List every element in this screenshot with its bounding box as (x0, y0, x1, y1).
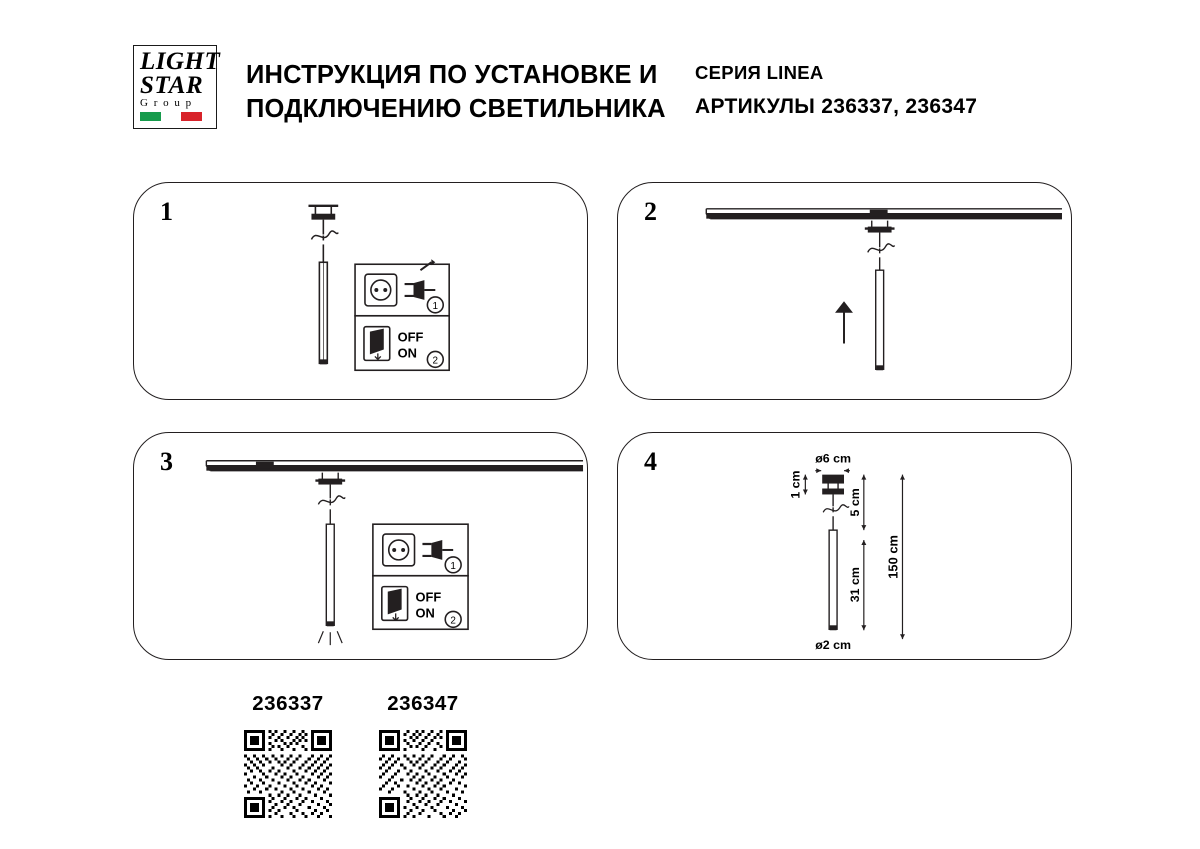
step-1-badge-1: 1 (432, 300, 439, 312)
step-1-badge-2: 2 (432, 355, 439, 367)
dim-total: 150 cm (885, 535, 901, 579)
step-panel-1 (133, 182, 588, 400)
qr-label-2: 236347 (387, 692, 459, 715)
logo-wordmark (140, 50, 220, 108)
step-3-off-label: OFF (415, 589, 442, 605)
step-number-3: 3 (160, 447, 173, 476)
step-3-on-label: ON (415, 605, 435, 621)
step-3-badge-2: 2 (450, 615, 456, 627)
qr-block-236347 (379, 692, 467, 818)
step-panel-3 (133, 432, 588, 660)
step-3-badge-1: 1 (450, 560, 456, 572)
dim-cap-height: 1 cm (788, 470, 803, 499)
logo-line-2: STAR (140, 71, 204, 99)
step-1-on-label: ON (397, 345, 417, 361)
dim-diameter-bottom: ø2 cm (815, 638, 851, 653)
dim-body: 31 cm (847, 567, 862, 603)
series-label: СЕРИЯ LINEA (695, 62, 824, 83)
step-1-illustration (134, 183, 587, 399)
brand-logo (133, 45, 221, 129)
step-1-off-label: OFF (397, 329, 424, 345)
articles-label: АРТИКУЛЫ 236337, 236347 (695, 95, 978, 118)
step-2-illustration (618, 183, 1071, 399)
step-1-icon-card (134, 183, 587, 399)
page-title: ИНСТРУКЦИЯ ПО УСТАНОВКЕ И ПОДКЛЮЧЕНИЮ СВЕТИЛЬНИКА (246, 61, 666, 124)
product-info (695, 62, 1115, 119)
step-number-1: 1 (160, 197, 173, 226)
step-panel-2 (617, 182, 1072, 400)
logo-line-1: LIGHT (140, 48, 221, 75)
step-number-2: 2 (644, 197, 657, 226)
logo-line-3: G r o u p (140, 96, 193, 109)
qr-code-2[interactable] (379, 730, 467, 818)
step-number-4: 4 (644, 447, 657, 476)
step-3-icon-card (134, 433, 587, 659)
step-4-dimension-drawing (618, 433, 1071, 659)
italy-flag-icon (140, 112, 202, 121)
dim-diameter-top: ø6 cm (815, 451, 851, 466)
step-panel-4 (617, 432, 1072, 660)
qr-block-236337 (244, 692, 332, 818)
qr-code-1[interactable] (244, 730, 332, 818)
dim-drop-small: 5 cm (847, 488, 862, 517)
qr-label-1: 236337 (252, 692, 324, 715)
step-3-illustration (134, 433, 587, 659)
